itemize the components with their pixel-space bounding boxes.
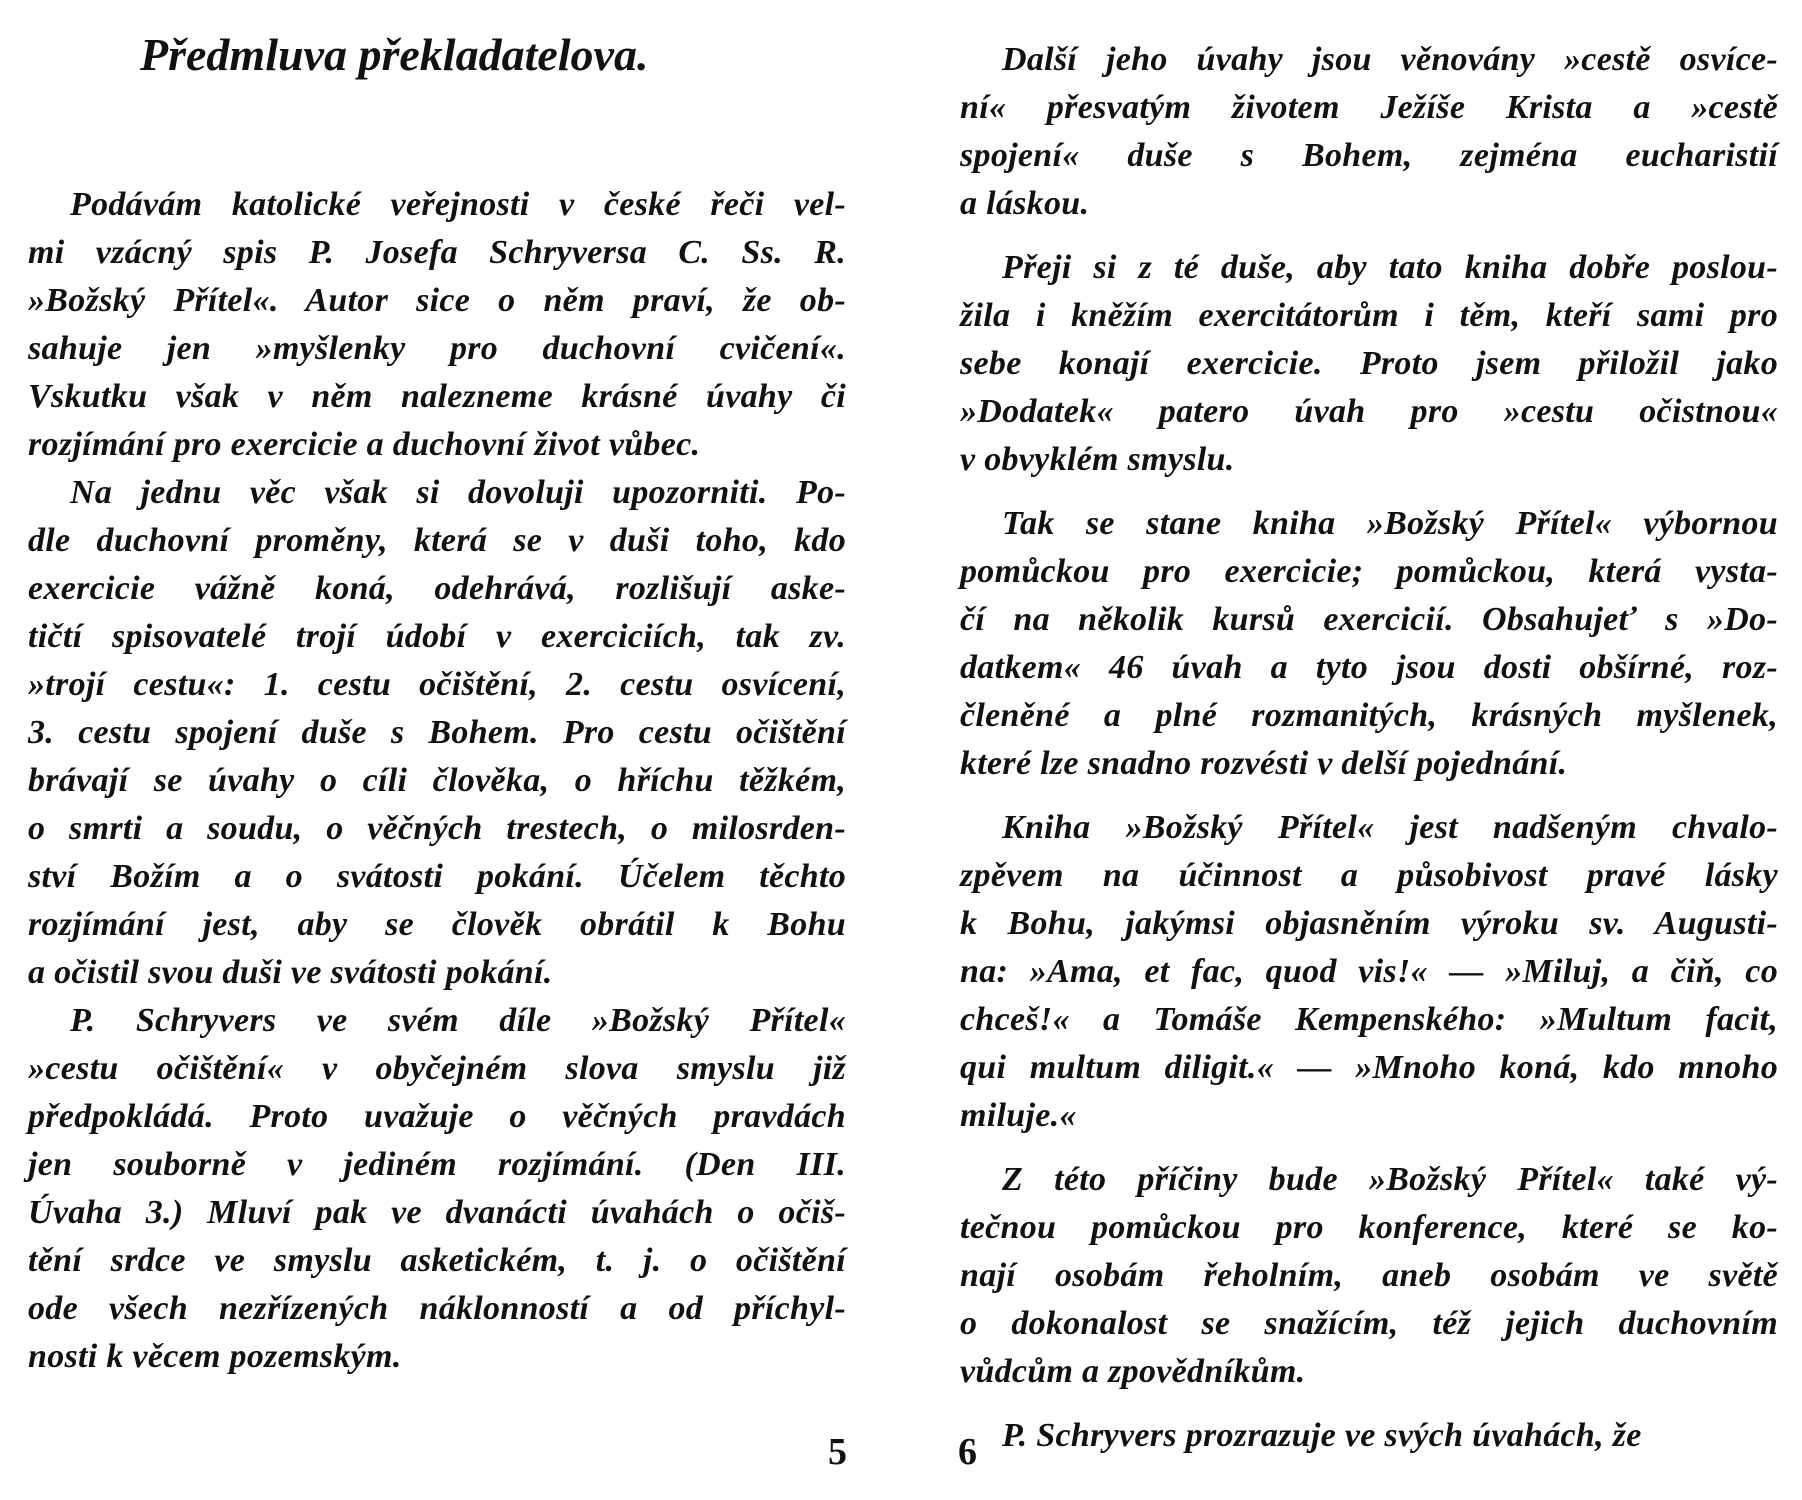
- text-line: ode všech nezřízených náklonností a od příchyl-: [28, 1290, 846, 1327]
- text-line: tičtí spisovatelé trojí údobí v exerciciích, tak zv.: [28, 618, 846, 655]
- text-line: Úvaha 3.) Mluví pak ve dvanácti úvahách o očiš-: [28, 1194, 846, 1231]
- text-line: čí na několik kursů exercicií. Obsahujeť s »Do-: [960, 601, 1778, 638]
- text-line: které lze snadno rozvésti v delší pojednání.: [960, 745, 1568, 782]
- text-line: qui multum diligit.« — »Mnoho koná, kdo mnoho: [960, 1049, 1778, 1086]
- paragraph-gap: [960, 228, 1778, 244]
- text-line: »trojí cestu«: 1. cestu očištění, 2. cestu osvícení,: [28, 666, 846, 703]
- text-line: pomůckou pro exercicie; pomůckou, která vysta-: [960, 553, 1778, 590]
- text-line: miluje.«: [960, 1097, 1077, 1134]
- text-line: 3. cestu spojení duše s Bohem. Pro cestu očištění: [28, 714, 846, 751]
- text-line: Vskutku však v něm nalezneme krásné úvahy či: [28, 378, 846, 415]
- text-line: v obvyklém smyslu.: [960, 441, 1235, 478]
- paragraph: [28, 469, 846, 997]
- text-line: na: »Ama, et fac, quod vis!« — »Miluj, a čiň, co: [960, 953, 1778, 990]
- text-line: tění srdce ve smyslu asketickém, t. j. o očištění: [28, 1242, 846, 1279]
- text-line: jen souborně v jediném rozjímání. (Den III.: [28, 1146, 846, 1183]
- text-line: mi vzácný spis P. Josefa Schryversa C. Ss. R.: [28, 234, 846, 271]
- right-text-column: [960, 36, 1778, 1460]
- paragraph: [960, 244, 1778, 484]
- text-line: sahuje jen »myšlenky pro duchovní cvičení«.: [28, 330, 846, 367]
- text-line: chceš!« a Tomáše Kempenského: »Multum facit,: [960, 1001, 1778, 1038]
- text-line: Na jednu věc však si dovoluji upozorniti. Po-: [70, 474, 846, 511]
- text-line: zpěvem na účinnost a působivost pravé lásky: [960, 857, 1778, 894]
- text-line: »Dodatek« patero úvah pro »cestu očistnou«: [960, 393, 1778, 430]
- text-line: brávají se úvahy o cíli člověka, o hříchu těžkém,: [28, 762, 846, 799]
- text-line: členěné a plné rozmanitých, krásných myšlenek,: [960, 697, 1778, 734]
- left-text-column: [28, 181, 846, 1381]
- text-line: vůdcům a zpovědníkům.: [960, 1353, 1306, 1390]
- paragraph-gap: [960, 1140, 1778, 1156]
- text-line: Přeji si z té duše, aby tato kniha dobře poslou-: [1002, 249, 1778, 286]
- text-line: exercicie vážně koná, odehrává, rozlišují aske-: [28, 570, 846, 607]
- paragraph: [960, 500, 1778, 788]
- paragraph: [960, 1156, 1778, 1396]
- text-line: P. Schryvers prozrazuje ve svých úvahách, že: [1002, 1417, 1642, 1454]
- text-line: a očistil svou duši ve svátosti pokání.: [28, 954, 553, 991]
- text-line: rozjímání pro exercicie a duchovní život vůbec.: [28, 426, 701, 463]
- text-line: tečnou pomůckou pro konference, které se ko-: [960, 1209, 1778, 1246]
- text-line: o dokonalost se snažícím, též jejich duchovním: [960, 1305, 1778, 1342]
- page-title: Předmluva překladatelova.: [140, 29, 649, 80]
- paragraph: [28, 997, 846, 1381]
- text-line: Podávám katolické veřejnosti v české řeči vel-: [70, 186, 846, 223]
- text-line: Tak se stane kniha »Božský Přítel« výbornou: [1002, 505, 1778, 542]
- text-line: P. Schryvers ve svém díle »Božský Přítel«: [70, 1002, 846, 1039]
- text-line: »Božský Přítel«. Autor sice o něm praví, že ob-: [28, 282, 846, 319]
- paragraph: [960, 1412, 1778, 1460]
- right-page: [900, 0, 1802, 1500]
- text-line: Z této příčiny bude »Božský Přítel« také vý-: [1002, 1161, 1778, 1198]
- page-number-left: 5: [828, 1431, 847, 1473]
- page-number-right: 6: [958, 1431, 977, 1473]
- text-line: datkem« 46 úvah a tyto jsou dosti obšírné, roz-: [960, 649, 1778, 686]
- text-line: Kniha »Božský Přítel« jest nadšeným chvalo-: [1002, 809, 1778, 846]
- text-line: ství Božím a o svátosti pokání. Účelem těchto: [28, 858, 846, 895]
- paragraph-gap: [960, 484, 1778, 500]
- text-line: nosti k věcem pozemským.: [28, 1338, 402, 1375]
- text-line: nají osobám řeholním, aneb osobám ve světě: [960, 1257, 1778, 1294]
- text-line: spojení« duše s Bohem, zejména eucharistií: [960, 137, 1778, 174]
- text-line: Další jeho úvahy jsou věnovány »cestě osvíce-: [1002, 41, 1778, 78]
- text-line: předpokládá. Proto uvažuje o věčných pravdách: [28, 1098, 846, 1135]
- left-page: [0, 0, 900, 1500]
- paragraph: [28, 181, 846, 469]
- paragraph-gap: [960, 1396, 1778, 1412]
- text-line: »cestu očištění« v obyčejném slova smyslu již: [28, 1050, 846, 1087]
- text-line: rozjímání jest, aby se člověk obrátil k Bohu: [28, 906, 846, 943]
- paragraph: [960, 36, 1778, 228]
- text-line: dle duchovní proměny, která se v duši toho, kdo: [28, 522, 846, 559]
- paragraph: [960, 804, 1778, 1140]
- text-line: a láskou.: [960, 185, 1090, 222]
- text-line: sebe konají exercicie. Proto jsem přiložil jako: [960, 345, 1778, 382]
- text-line: ní« přesvatým životem Ježíše Krista a »cestě: [960, 89, 1778, 126]
- text-line: o smrti a soudu, o věčných trestech, o milosrden-: [28, 810, 846, 847]
- text-line: k Bohu, jakýmsi objasněním výroku sv. Augusti-: [960, 905, 1778, 942]
- paragraph-gap: [960, 788, 1778, 804]
- text-line: žila i kněžím exercitátorům i těm, kteří sami pro: [960, 297, 1778, 334]
